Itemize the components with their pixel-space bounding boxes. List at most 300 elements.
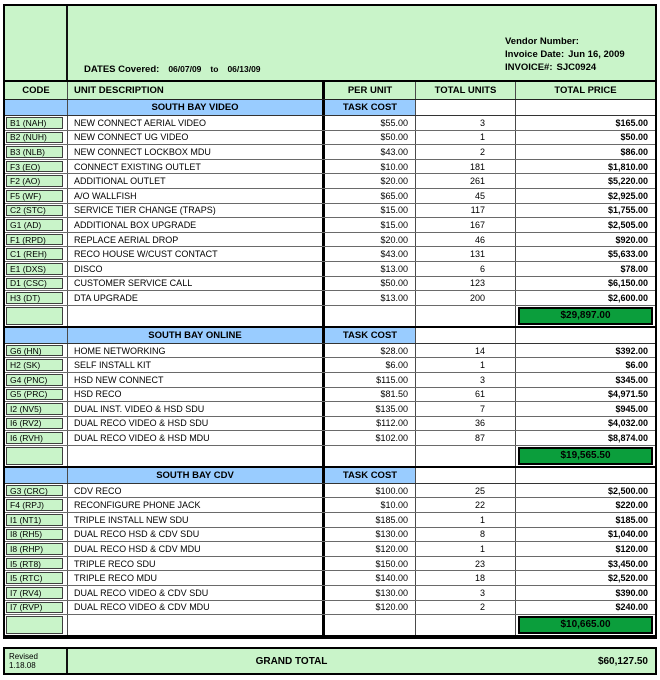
description-value: CUSTOMER SERVICE CALL xyxy=(74,278,193,289)
section-subtotal-value: $19,565.50 xyxy=(518,447,653,465)
total-units-cell xyxy=(415,513,515,527)
code-box xyxy=(6,248,63,260)
total-price-cell xyxy=(515,513,655,527)
code-box xyxy=(6,263,63,275)
description-value: SELF INSTALL KIT xyxy=(74,360,152,371)
total-units-value: 1 xyxy=(479,132,485,143)
total-price-cell xyxy=(515,189,655,203)
table-row xyxy=(5,571,655,586)
code-cell xyxy=(5,291,68,305)
total-units-value: 261 xyxy=(469,176,485,187)
description-value: SERVICE TIER CHANGE (TRAPS) xyxy=(74,205,216,216)
description-cell xyxy=(68,402,322,416)
description-cell xyxy=(68,262,322,276)
total-units-value: 1 xyxy=(479,360,485,371)
total-units-cell xyxy=(415,388,515,402)
grand-total-value: $60,127.50 xyxy=(597,655,648,667)
total-price-cell xyxy=(515,262,655,276)
table-row xyxy=(5,218,655,233)
total-units-cell xyxy=(415,601,515,615)
section-header-code-cell xyxy=(5,328,68,343)
section-header-row xyxy=(5,100,655,116)
subtotal-per-unit-cell xyxy=(322,446,415,466)
per-unit-cell xyxy=(322,233,415,247)
per-unit-value: $102.00 xyxy=(375,433,408,444)
total-price-cell xyxy=(515,571,655,585)
total-units-value: 14 xyxy=(474,345,485,356)
total-price-value: $920.00 xyxy=(615,234,648,245)
total-price-value: $1,810.00 xyxy=(607,161,648,172)
subtotal-code-cell xyxy=(5,446,68,466)
code-value: G1 (AD) xyxy=(10,219,42,230)
vendor-number-label: Vendor Number: xyxy=(505,36,579,47)
total-units-cell xyxy=(415,131,515,145)
description-value: TRIPLE INSTALL NEW SDU xyxy=(74,514,189,525)
code-cell xyxy=(5,145,68,159)
table-row xyxy=(5,373,655,388)
code-box xyxy=(6,403,63,415)
total-units-value: 3 xyxy=(479,587,485,598)
total-price-cell xyxy=(515,528,655,542)
section-header-price-cell xyxy=(515,468,655,483)
code-value: I6 (RV2) xyxy=(10,418,42,429)
total-price-value: $165.00 xyxy=(615,117,648,128)
table-row xyxy=(5,277,655,292)
total-units-cell xyxy=(415,586,515,600)
description-cell xyxy=(68,189,322,203)
description-value: DUAL RECO HSD & CDV MDU xyxy=(74,544,201,555)
description-cell xyxy=(68,528,322,542)
code-value: H3 (DT) xyxy=(10,292,41,303)
per-unit-value: $112.00 xyxy=(376,418,408,429)
total-units-cell xyxy=(415,174,515,188)
table-row xyxy=(5,145,655,160)
code-box xyxy=(6,146,63,158)
code-cell xyxy=(5,388,68,402)
total-price-cell xyxy=(515,542,655,556)
section-header-row xyxy=(5,328,655,344)
per-unit-value: $13.00 xyxy=(380,292,408,303)
code-value: I6 (RVH) xyxy=(10,433,43,444)
code-value: F4 (RPJ) xyxy=(10,500,44,511)
section-subtotal-value: $10,665.00 xyxy=(518,616,653,634)
per-unit-cell xyxy=(322,484,415,498)
grand-total-label: GRAND TOTAL xyxy=(255,655,328,667)
code-box xyxy=(6,572,63,584)
per-unit-value: $65.00 xyxy=(380,190,408,201)
total-units-cell xyxy=(415,262,515,276)
description-cell xyxy=(68,131,322,145)
column-header-row xyxy=(5,82,655,100)
code-cell xyxy=(5,233,68,247)
per-unit-cell xyxy=(322,116,415,130)
per-unit-value: $15.00 xyxy=(380,205,408,216)
description-cell xyxy=(68,204,322,218)
description-cell xyxy=(68,218,322,232)
description-value: DUAL RECO VIDEO & CDV MDU xyxy=(74,602,210,613)
total-units-cell xyxy=(415,218,515,232)
per-unit-cell xyxy=(322,262,415,276)
table-row xyxy=(5,131,655,146)
invoice-date-value: Jun 16, 2009 xyxy=(568,49,625,60)
total-units-cell xyxy=(415,528,515,542)
date-from-value: 06/07/09 xyxy=(168,64,202,74)
total-units-value: 167 xyxy=(469,219,485,230)
code-box xyxy=(6,514,63,526)
task-cost-label: TASK COST xyxy=(322,468,415,483)
total-price-cell xyxy=(515,131,655,145)
description-value: DISCO xyxy=(74,263,103,274)
description-cell xyxy=(68,174,322,188)
total-price-cell xyxy=(515,116,655,130)
description-cell xyxy=(68,116,322,130)
code-value: B3 (NLB) xyxy=(10,146,45,157)
per-unit-cell xyxy=(322,204,415,218)
table-row xyxy=(5,160,655,175)
total-price-cell xyxy=(515,218,655,232)
total-units-value: 3 xyxy=(479,374,485,385)
total-units-value: 8 xyxy=(479,529,485,540)
per-unit-value: $81.50 xyxy=(380,389,408,400)
revised-note: Revised 1.18.08 xyxy=(5,649,68,673)
section-header-units-cell xyxy=(415,328,515,343)
empty-code-box xyxy=(6,447,63,465)
code-value: I7 (RV4) xyxy=(10,587,42,598)
table-row xyxy=(5,431,655,446)
total-price-value: $5,633.00 xyxy=(607,249,648,260)
section-title: SOUTH BAY VIDEO xyxy=(68,100,322,115)
code-box xyxy=(6,292,63,304)
code-value: H2 (SK) xyxy=(10,360,41,371)
code-value: F1 (RPD) xyxy=(10,234,46,245)
total-units-value: 6 xyxy=(479,263,485,274)
per-unit-value: $120.00 xyxy=(375,544,408,555)
code-value: C2 (STC) xyxy=(10,205,46,216)
table-row xyxy=(5,586,655,601)
table-row xyxy=(5,233,655,248)
vendor-number-line xyxy=(505,35,625,48)
total-price-value: $6,150.00 xyxy=(607,278,648,289)
total-units-value: 25 xyxy=(474,485,485,496)
description-value: NEW CONNECT AERIAL VIDEO xyxy=(74,117,207,128)
description-cell xyxy=(68,542,322,556)
section-subtotal-row xyxy=(5,306,655,328)
total-price-cell xyxy=(515,174,655,188)
total-price-value: $4,032.00 xyxy=(607,418,648,429)
table-row xyxy=(5,601,655,616)
code-cell xyxy=(5,160,68,174)
total-price-cell xyxy=(515,402,655,416)
total-price-value: $3,450.00 xyxy=(607,558,648,569)
code-box xyxy=(6,205,63,217)
description-cell xyxy=(68,586,322,600)
dates-covered-label: DATES Covered: xyxy=(84,64,160,75)
per-unit-cell xyxy=(322,277,415,291)
total-units-cell xyxy=(415,233,515,247)
dates-covered-line xyxy=(84,64,261,75)
per-unit-value: $50.00 xyxy=(380,132,408,143)
total-price-value: $390.00 xyxy=(615,587,648,598)
total-price-value: $8,874.00 xyxy=(607,433,648,444)
total-units-cell xyxy=(415,291,515,305)
invoice-number-label: INVOICE#: xyxy=(505,62,553,73)
empty-code-box xyxy=(6,307,63,325)
code-cell xyxy=(5,601,68,615)
description-cell xyxy=(68,498,322,512)
code-cell xyxy=(5,431,68,445)
per-unit-value: $150.00 xyxy=(375,558,408,569)
total-price-cell xyxy=(515,160,655,174)
code-box xyxy=(6,529,63,541)
per-unit-value: $10.00 xyxy=(380,161,408,172)
total-units-cell xyxy=(415,402,515,416)
description-value: NEW CONNECT LOCKBOX MDU xyxy=(74,146,211,157)
total-price-value: $50.00 xyxy=(620,132,648,143)
code-box xyxy=(6,389,63,401)
per-unit-value: $120.00 xyxy=(375,602,408,613)
code-cell xyxy=(5,358,68,372)
code-cell xyxy=(5,247,68,261)
total-price-value: $5,220.00 xyxy=(607,176,648,187)
table-row xyxy=(5,417,655,432)
total-units-value: 1 xyxy=(479,514,485,525)
total-price-value: $392.00 xyxy=(615,345,648,356)
invoice-section xyxy=(5,100,655,328)
section-rows xyxy=(5,344,655,446)
total-price-value: $220.00 xyxy=(615,500,648,511)
description-value: ADDITIONAL OUTLET xyxy=(74,176,166,187)
code-box xyxy=(6,175,63,187)
code-value: G4 (PNC) xyxy=(10,374,48,385)
total-price-cell xyxy=(515,358,655,372)
description-cell xyxy=(68,388,322,402)
total-units-value: 181 xyxy=(469,161,485,172)
invoice-number-value: SJC0924 xyxy=(556,62,597,73)
code-value: I5 (RT8) xyxy=(10,558,42,569)
per-unit-value: $20.00 xyxy=(380,234,408,245)
per-unit-value: $15.00 xyxy=(380,219,408,230)
subtotal-code-cell xyxy=(5,306,68,326)
total-price-value: $78.00 xyxy=(620,263,648,274)
description-value: ADDITIONAL BOX UPGRADE xyxy=(74,219,197,230)
total-units-cell xyxy=(415,358,515,372)
per-unit-cell xyxy=(322,373,415,387)
code-value: G3 (CRC) xyxy=(10,485,48,496)
column-header-total-units: TOTAL UNITS xyxy=(415,82,515,99)
per-unit-value: $100.00 xyxy=(375,485,408,496)
total-price-cell xyxy=(515,498,655,512)
subtotal-code-cell xyxy=(5,615,68,635)
description-cell xyxy=(68,291,322,305)
total-price-cell xyxy=(515,344,655,358)
code-cell xyxy=(5,204,68,218)
code-value: E1 (DXS) xyxy=(10,263,46,274)
section-title: SOUTH BAY CDV xyxy=(68,468,322,483)
description-cell xyxy=(68,571,322,585)
total-units-value: 22 xyxy=(474,500,485,511)
table-row xyxy=(5,291,655,306)
section-header-price-cell xyxy=(515,100,655,115)
total-units-value: 61 xyxy=(474,389,485,400)
code-value: C1 (REH) xyxy=(10,249,47,260)
total-units-value: 23 xyxy=(474,558,485,569)
total-units-cell xyxy=(415,145,515,159)
total-units-cell xyxy=(415,571,515,585)
code-box xyxy=(6,602,63,614)
description-value: HSD RECO xyxy=(74,389,122,400)
total-price-cell xyxy=(515,233,655,247)
table-row xyxy=(5,513,655,528)
total-price-cell xyxy=(515,601,655,615)
description-cell xyxy=(68,233,322,247)
per-unit-cell xyxy=(322,145,415,159)
code-box xyxy=(6,543,63,555)
code-box xyxy=(6,219,63,231)
per-unit-value: $130.00 xyxy=(375,587,408,598)
total-price-value: $240.00 xyxy=(615,602,648,613)
per-unit-value: $115.00 xyxy=(376,374,408,385)
code-cell xyxy=(5,189,68,203)
code-box xyxy=(6,359,63,371)
description-value: RECO HOUSE W/CUST CONTACT xyxy=(74,249,218,260)
section-subtotal-value: $29,897.00 xyxy=(518,307,653,325)
total-units-cell xyxy=(415,431,515,445)
subtotal-price-cell xyxy=(515,615,655,635)
invoice-section xyxy=(5,328,655,468)
description-value: HSD NEW CONNECT xyxy=(74,374,164,385)
total-units-value: 131 xyxy=(469,249,485,260)
table-row xyxy=(5,528,655,543)
section-subtotal-row xyxy=(5,615,655,637)
total-price-value: $185.00 xyxy=(615,514,648,525)
per-unit-value: $43.00 xyxy=(380,249,408,260)
total-units-value: 200 xyxy=(469,292,485,303)
section-header-price-cell xyxy=(515,328,655,343)
per-unit-cell xyxy=(322,189,415,203)
description-cell xyxy=(68,373,322,387)
code-value: I8 (RH5) xyxy=(10,529,43,540)
total-price-value: $2,925.00 xyxy=(607,190,648,201)
description-cell xyxy=(68,277,322,291)
table-row xyxy=(5,484,655,499)
total-units-value: 2 xyxy=(479,602,485,613)
per-unit-cell xyxy=(322,291,415,305)
description-value: DUAL INST. VIDEO & HSD SDU xyxy=(74,403,205,414)
total-units-value: 3 xyxy=(479,117,485,128)
column-header-description: UNIT DESCRIPTION xyxy=(74,85,164,96)
per-unit-cell xyxy=(322,358,415,372)
code-value: I5 (RTC) xyxy=(10,573,43,584)
task-cost-label: TASK COST xyxy=(322,328,415,343)
total-price-cell xyxy=(515,247,655,261)
code-box xyxy=(6,345,63,357)
table-row xyxy=(5,557,655,572)
subtotal-desc-cell xyxy=(68,615,322,635)
column-header-per-unit: PER UNIT xyxy=(322,82,415,99)
code-box xyxy=(6,374,63,386)
total-units-cell xyxy=(415,498,515,512)
per-unit-cell xyxy=(322,542,415,556)
per-unit-value: $140.00 xyxy=(375,573,408,584)
total-price-value: $945.00 xyxy=(615,403,648,414)
per-unit-cell xyxy=(322,247,415,261)
table-row xyxy=(5,344,655,359)
code-cell xyxy=(5,557,68,571)
code-value: I2 (NV5) xyxy=(10,403,42,414)
code-cell xyxy=(5,586,68,600)
description-value: RECONFIGURE PHONE JACK xyxy=(74,500,201,511)
subtotal-per-unit-cell xyxy=(322,306,415,326)
code-box xyxy=(6,132,63,144)
code-cell xyxy=(5,174,68,188)
header-band-main xyxy=(68,6,655,80)
total-units-cell xyxy=(415,484,515,498)
description-cell xyxy=(68,145,322,159)
total-price-value: $2,500.00 xyxy=(607,485,648,496)
code-box xyxy=(6,558,63,570)
code-cell xyxy=(5,528,68,542)
subtotal-desc-cell xyxy=(68,446,322,466)
section-rows xyxy=(5,484,655,615)
code-value: D1 (CSC) xyxy=(10,278,47,289)
code-box xyxy=(6,432,63,444)
total-units-value: 18 xyxy=(474,573,485,584)
code-cell xyxy=(5,484,68,498)
code-value: F3 (EO) xyxy=(10,161,41,172)
total-price-value: $2,505.00 xyxy=(607,219,648,230)
column-header-total-price: TOTAL PRICE xyxy=(515,82,655,99)
code-cell xyxy=(5,131,68,145)
code-value: B1 (NAH) xyxy=(10,117,47,128)
invoice-number-line xyxy=(505,61,625,74)
subtotal-units-cell xyxy=(415,306,515,326)
subtotal-price-cell xyxy=(515,306,655,326)
subtotal-desc-cell xyxy=(68,306,322,326)
description-value: A/O WALLFISH xyxy=(74,190,137,201)
code-box xyxy=(6,234,63,246)
total-price-cell xyxy=(515,145,655,159)
per-unit-cell xyxy=(322,586,415,600)
total-units-value: 1 xyxy=(479,544,485,555)
code-cell xyxy=(5,542,68,556)
total-units-value: 7 xyxy=(479,403,485,414)
table-row xyxy=(5,204,655,219)
description-cell xyxy=(68,160,322,174)
code-value: F5 (WF) xyxy=(10,190,42,201)
table-row xyxy=(5,498,655,513)
per-unit-cell xyxy=(322,431,415,445)
per-unit-value: $13.00 xyxy=(380,263,408,274)
total-price-cell xyxy=(515,277,655,291)
total-units-value: 36 xyxy=(474,418,485,429)
description-value: DUAL RECO VIDEO & CDV SDU xyxy=(74,587,209,598)
total-units-cell xyxy=(415,542,515,556)
table-row xyxy=(5,542,655,557)
per-unit-cell xyxy=(322,160,415,174)
total-units-cell xyxy=(415,116,515,130)
per-unit-cell xyxy=(322,498,415,512)
section-header-units-cell xyxy=(415,468,515,483)
description-cell xyxy=(68,247,322,261)
total-units-cell xyxy=(415,277,515,291)
section-subtotal-row xyxy=(5,446,655,468)
code-box xyxy=(6,418,63,430)
section-header-code-cell xyxy=(5,468,68,483)
table-row xyxy=(5,247,655,262)
code-box xyxy=(6,117,63,129)
total-units-cell xyxy=(415,417,515,431)
per-unit-cell xyxy=(322,528,415,542)
